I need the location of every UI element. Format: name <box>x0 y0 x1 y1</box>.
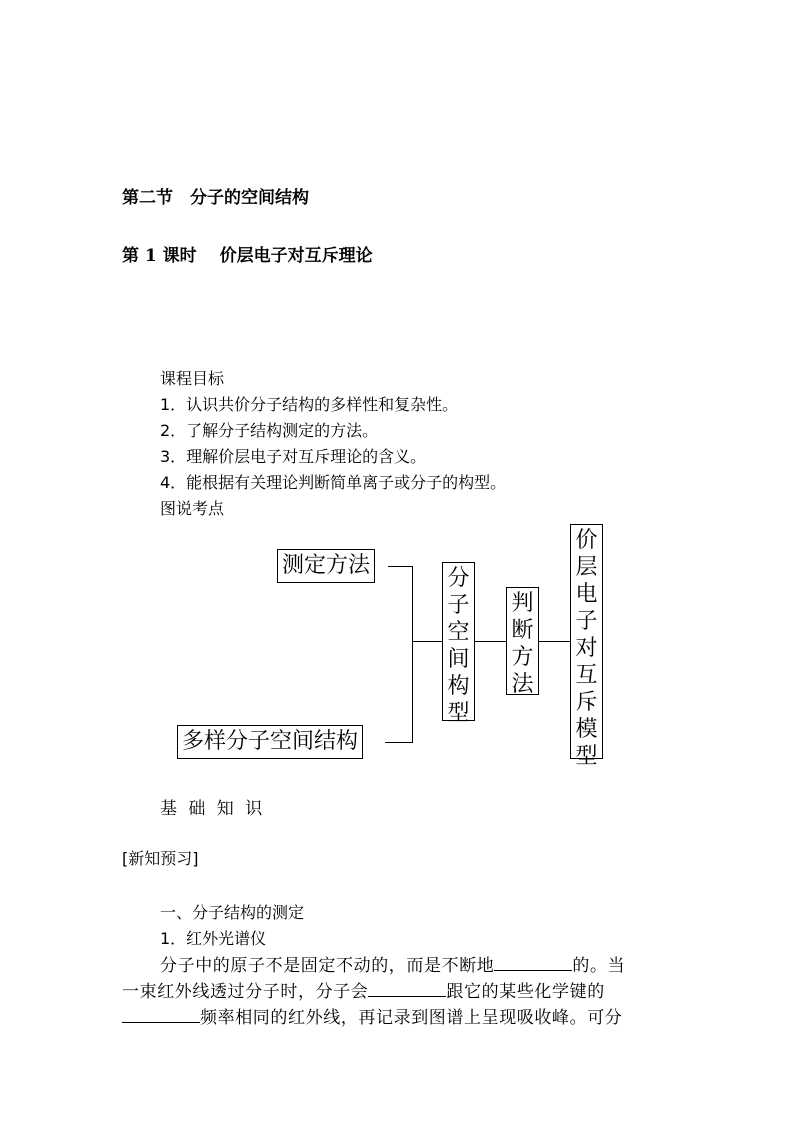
box-char: 法 <box>511 672 534 697</box>
text-fragment: 一束红外线透过分子时，分子会 <box>122 982 369 1002</box>
goals-heading: 课程目标 <box>160 369 225 388</box>
box-char: 间 <box>447 647 470 672</box>
text-fragment: 的。当 <box>572 956 626 976</box>
box-measure-method: 测定方法 <box>277 549 375 583</box>
text-fragment: 频率相同的红外线，再记录到图谱上呈现吸收峰。可分 <box>200 1008 623 1028</box>
section-title: 第二节 分子的空间结构 <box>122 188 309 208</box>
box-char: 断 <box>511 618 534 643</box>
box-judge-method <box>506 587 539 695</box>
box-char: 构 <box>447 674 470 699</box>
part-one-subheading: 1．红外光谱仪 <box>160 929 267 948</box>
text-fragment: 跟它的某些化学键的 <box>446 982 605 1002</box>
box-char: 斥 <box>575 690 598 715</box>
goal-item: 1．认识共价分子结构的多样性和复杂性。 <box>160 395 459 414</box>
box-char: 分 <box>447 566 470 591</box>
text-fragment: 分子中的原子不是固定不动的，而是不断地 <box>160 956 495 976</box>
box-char: 判 <box>511 591 534 616</box>
box-char: 价 <box>575 528 598 553</box>
box-char: 型 <box>447 701 470 726</box>
goal-item: 4．能根据有关理论判断简单离子或分子的构型。 <box>160 473 507 492</box>
box-char: 层 <box>575 555 598 580</box>
box-char: 对 <box>575 636 598 661</box>
diagram-heading: 图说考点 <box>160 499 225 518</box>
box-char: 互 <box>575 663 598 688</box>
fill-blank <box>122 1008 200 1023</box>
box-char: 空 <box>447 620 470 645</box>
fill-blank <box>368 982 446 997</box>
fill-blank <box>494 956 572 971</box>
box-char: 子 <box>575 609 598 634</box>
connector-line <box>412 566 413 743</box>
box-char: 模 <box>575 717 598 742</box>
part-one-heading: 一、分子结构的测定 <box>160 903 305 922</box>
box-diverse-structures: 多样分子空间结构 <box>177 725 363 759</box>
paragraph-line <box>160 951 625 976</box>
paragraph-line <box>122 1003 622 1028</box>
connector-line <box>475 641 506 642</box>
basics-heading: 基 础 知 识 <box>160 799 266 819</box>
box-char: 型 <box>575 744 598 769</box>
preview-heading: [新知预习] <box>122 849 199 868</box>
box-char: 子 <box>447 593 470 618</box>
box-char: 方 <box>511 645 534 670</box>
lesson-title: 第 1 课时 价层电子对互斥理论 <box>122 246 373 266</box>
connector-line <box>412 641 442 642</box>
box-vsepr-model <box>570 524 603 769</box>
paragraph-line <box>122 977 605 1002</box>
box-molecular-shape <box>442 562 475 726</box>
box-char: 电 <box>575 582 598 607</box>
goal-item: 2．了解分子结构测定的方法。 <box>160 421 379 440</box>
connector-line <box>385 742 413 743</box>
connector-line <box>388 566 413 567</box>
goal-item: 3．理解价层电子对互斥理论的含义。 <box>160 447 427 466</box>
connector-line <box>539 641 570 642</box>
